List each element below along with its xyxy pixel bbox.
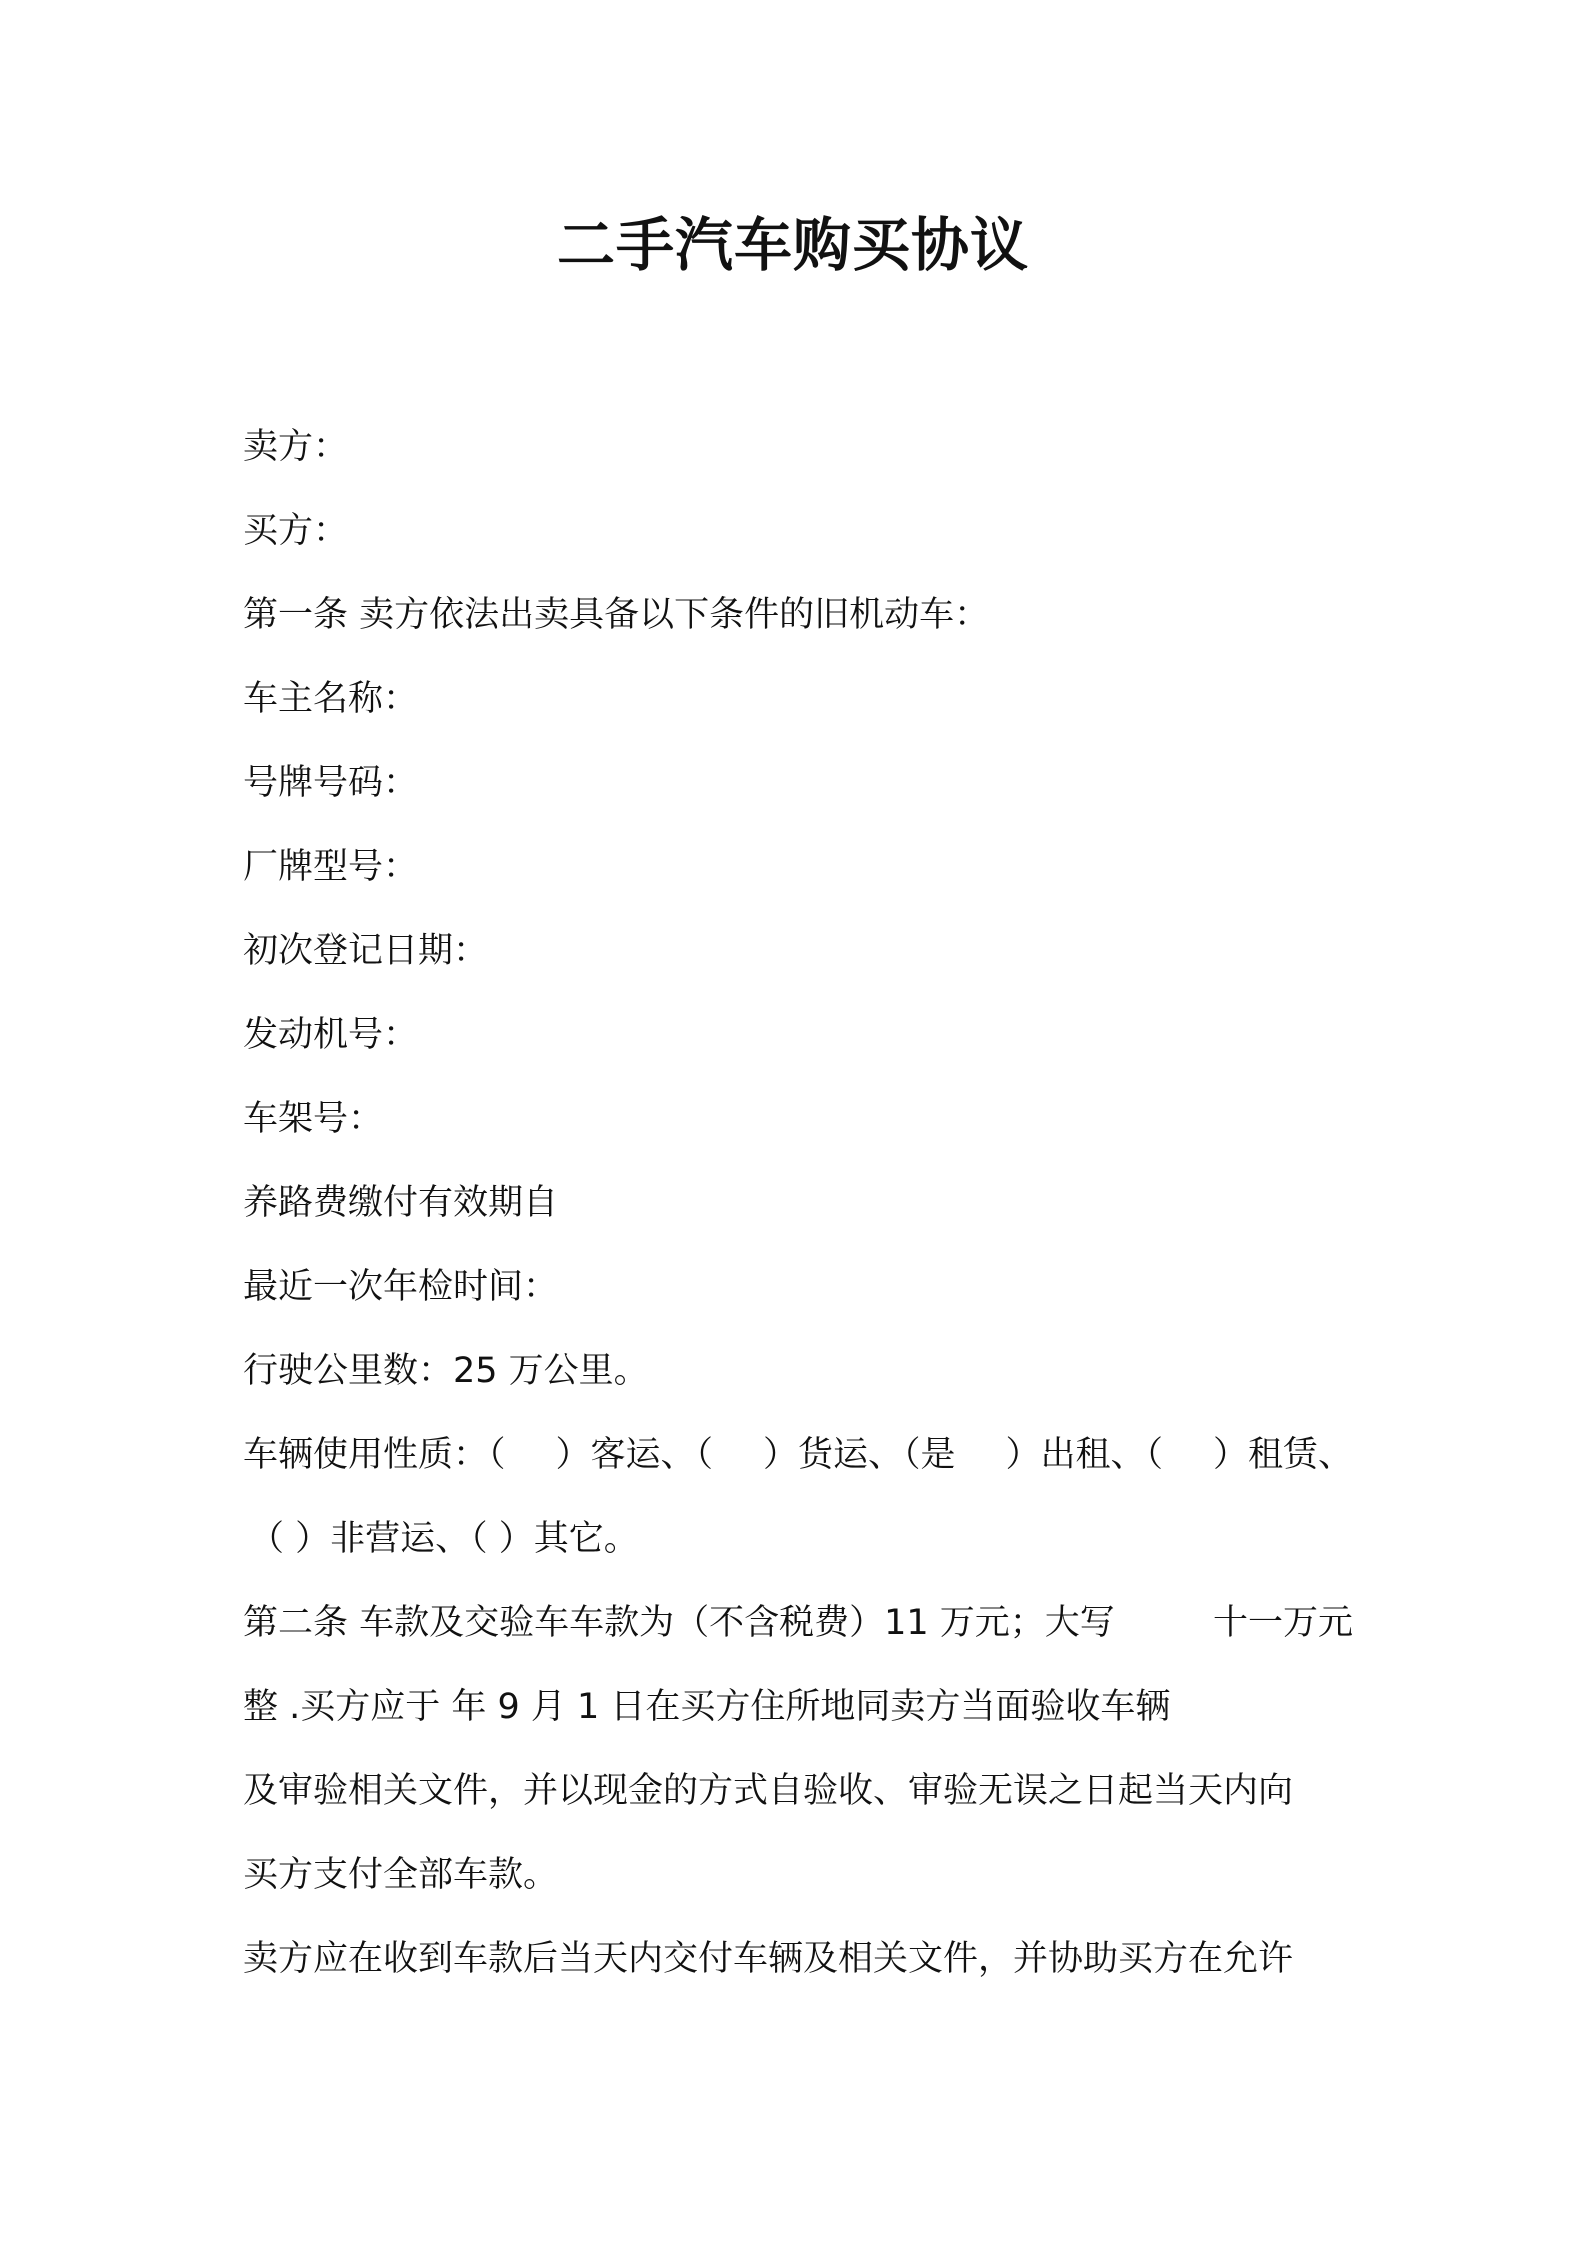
usage-segment: ）货运、（是 xyxy=(762,1435,956,1475)
usage-segment: ）租赁、 xyxy=(1212,1435,1353,1475)
engine-number-line: 发动机号： xyxy=(243,1015,419,1055)
article-2-line-4: 买方支付全部车款。 xyxy=(243,1855,559,1895)
seller-line: 卖方： xyxy=(243,427,349,467)
article-2-line-1 xyxy=(243,1581,1353,1665)
first-registration-date-line: 初次登记日期： xyxy=(243,931,489,971)
usage-segment: ）客运、（ xyxy=(555,1435,713,1475)
usage-nature-line-2: （ ）非营运、（ ）其它。 xyxy=(249,1519,639,1559)
road-fee-validity-line: 养路费缴付有效期自 xyxy=(243,1183,559,1223)
document-title: 二手汽车购买协议 xyxy=(556,211,1029,279)
plate-number-line: 号牌号码： xyxy=(243,763,419,803)
article-2-segment: 第二条 车款及交验车车款为（不含税费）11 万元；大写 xyxy=(243,1603,1115,1643)
usage-segment: ）出租、（ xyxy=(1005,1435,1163,1475)
article-2-segment: 十一万元 xyxy=(1212,1603,1353,1643)
usage-nature-line xyxy=(243,1413,1353,1497)
mileage-line: 行驶公里数：25 万公里。 xyxy=(243,1351,649,1391)
article-2-line-3: 及审验相关文件，并以现金的方式自验收、审验无误之日起当天内向 xyxy=(243,1771,1294,1811)
seller-delivery-line: 卖方应在收到车款后当天内交付车辆及相关文件，并协助买方在允许 xyxy=(243,1939,1294,1979)
frame-number-line: 车架号： xyxy=(243,1099,384,1139)
brand-model-line: 厂牌型号： xyxy=(243,847,419,887)
article-2-line-2: 整 .买方应于 年 9 月 1 日在买方住所地同卖方当面验收车辆 xyxy=(243,1687,1171,1727)
owner-name-line: 车主名称： xyxy=(243,679,419,719)
article-1-heading: 第一条 卖方依法出卖具备以下条件的旧机动车： xyxy=(243,595,990,635)
usage-segment: 车辆使用性质：（ xyxy=(243,1435,506,1475)
document-body xyxy=(243,405,1353,2001)
last-inspection-line: 最近一次年检时间： xyxy=(243,1267,559,1307)
buyer-line: 买方： xyxy=(243,511,349,551)
